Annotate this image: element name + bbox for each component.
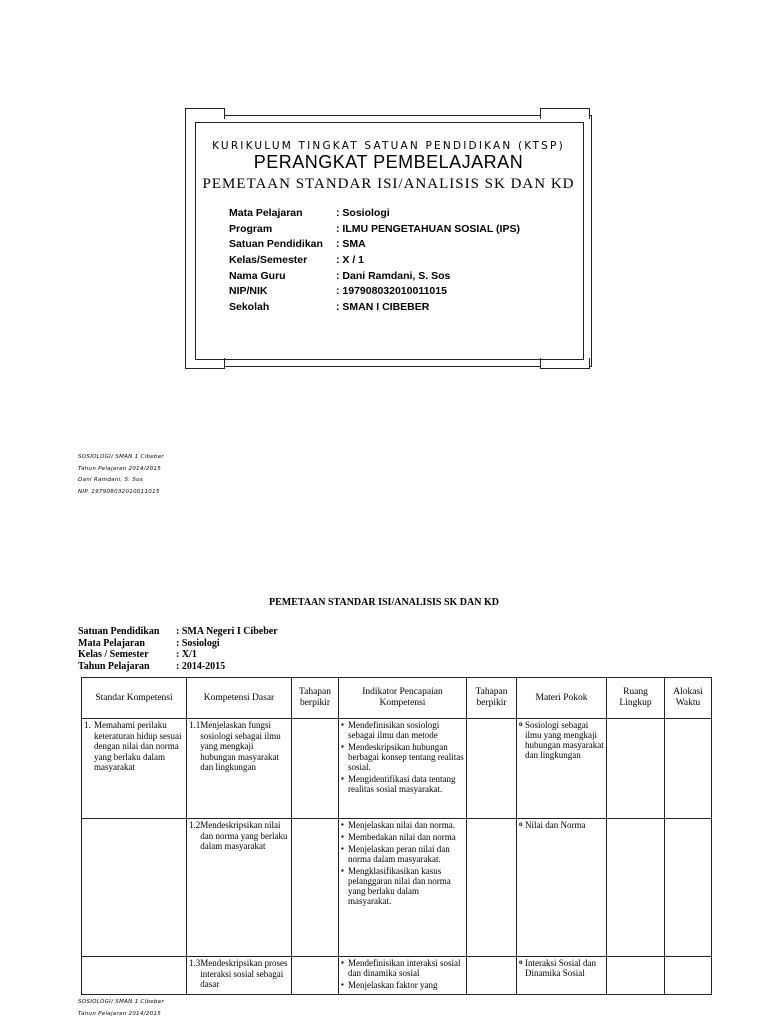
- column-header: Materi Pokok: [517, 678, 607, 719]
- competency-table: [81, 677, 712, 995]
- cover-heading: PEMETAAN STANDAR ISI/ANALISIS SK DAN KD: [202, 176, 575, 192]
- meta-row: [78, 661, 278, 673]
- empty-cell: [607, 819, 665, 957]
- info-label: Mata Pelajaran: [229, 207, 303, 219]
- indicator-item: ▪ Mendefinisikan interaksi sosial dan dinamika sosial: [341, 958, 464, 978]
- materi-item: o Sosiologi sebagai ilmu yang mengkaji hubungan masyarakat dan lingkungan: [519, 720, 604, 760]
- info-row: [229, 222, 520, 238]
- table-header-row: [82, 678, 712, 719]
- indicator-cell: [339, 957, 467, 995]
- meta-label: Mata Pelajaran: [78, 637, 145, 649]
- indicator-item: ▪ Membedakan nilai dan norma: [341, 832, 464, 842]
- empty-cell: [292, 819, 339, 957]
- table-row: [82, 819, 712, 957]
- info-value: : ILMU PENGETAHUAN SOSIAL (IPS): [336, 222, 520, 235]
- info-value: : Sosiologi: [336, 207, 390, 219]
- meta-row: [78, 626, 278, 638]
- empty-cell: [467, 819, 517, 957]
- table-row: [82, 719, 712, 819]
- indicator-cell: [339, 819, 467, 957]
- meta-value: : Sosiologi: [176, 637, 220, 649]
- sk-cell: [82, 819, 187, 957]
- info-label: Sekolah: [229, 301, 270, 314]
- column-header: Ruang Lingkup: [607, 678, 665, 719]
- sk-text: Memahami perilaku keteraturan hidup sesuai dengan nilai dan norma yang berlaku dalam masyarakat: [94, 720, 182, 772]
- kd-text: Menjelaskan fungsi sosiologi sebagai ilmu yang mengkaji hubungan masyarakat dan lingkungan: [200, 720, 281, 772]
- note-line: SOSIOLOGI/ SMAN 1 Cibeber: [78, 999, 164, 1005]
- footer-note: [78, 997, 164, 1020]
- note-line: SOSIOLOGI/ SMAN 1 Cibeber: [78, 454, 164, 460]
- meta-value: : SMA Negeri I Cibeber: [176, 626, 278, 637]
- info-value: : SMAN I CIBEBER: [336, 301, 430, 314]
- indicator-item: ▪ Mengklasifikasikan kasus pelanggaran nilai dan norma yang berlaku dalam masyarakat.: [341, 866, 464, 906]
- empty-cell: [467, 719, 517, 819]
- info-row: [229, 300, 520, 316]
- kd-text: Mendeskripsikan nilai dan norma yang berlaku dalam masyarakat: [200, 820, 288, 851]
- indicator-cell: [339, 719, 467, 819]
- materi-item: o Nilai dan Norma: [519, 820, 604, 830]
- info-row: [229, 253, 520, 269]
- kd-cell: [187, 719, 292, 819]
- info-row: [229, 206, 520, 222]
- column-header: Tahapan berpikir: [292, 678, 339, 719]
- meta-row: [78, 638, 278, 650]
- cover-frame-corner: [185, 108, 225, 119]
- info-label: Program: [229, 222, 273, 235]
- column-header: Indikator Pencapaian Kompetensi: [339, 678, 467, 719]
- empty-cell: [665, 719, 712, 819]
- materi-cell: [517, 719, 607, 819]
- cover-info: [229, 206, 520, 316]
- indicator-item: ▪ Mengidentifikasi data tentang realitas sosial masyarakat.: [341, 774, 464, 794]
- empty-cell: [607, 957, 665, 995]
- empty-cell: [292, 719, 339, 819]
- materi-cell: [517, 819, 607, 957]
- indicator-item: ▪ Menjelaskan peran nilai dan norma dalam masyarakat.: [341, 844, 464, 864]
- header-note: [78, 452, 164, 498]
- meta-label: Satuan Pendidikan: [78, 626, 160, 637]
- info-row: [229, 269, 520, 285]
- meta-row: [78, 649, 278, 661]
- kd-number: 1.1: [189, 720, 201, 730]
- info-label: NIP/NIK: [229, 285, 268, 298]
- document-title: PEMETAAN STANDAR ISI/ANALISIS SK DAN KD: [269, 597, 499, 608]
- info-value: : SMA: [336, 238, 366, 251]
- info-label: Satuan Pendidikan: [229, 238, 323, 251]
- empty-cell: [665, 819, 712, 957]
- info-row: [229, 284, 520, 300]
- info-value: : X / 1: [336, 254, 365, 267]
- document-meta: [78, 626, 278, 672]
- kd-number: 1.3: [189, 958, 201, 968]
- meta-value: : X/1: [176, 649, 197, 660]
- column-header: Tahapan berpikir: [467, 678, 517, 719]
- empty-cell: [467, 957, 517, 995]
- note-line: Tahun Pelajaran 2014/2015: [78, 1010, 162, 1017]
- sk-cell: [82, 719, 187, 819]
- curriculum-label: KURIKULUM TINGKAT SATUAN PENDIDIKAN (KTSP): [212, 140, 565, 152]
- indicator-item: ▪ Mendefinisikan sosiologi sebagai ilmu dan metode: [341, 720, 464, 740]
- sk-number: 1.: [84, 720, 91, 730]
- info-value: : 197908032010011015: [336, 285, 447, 298]
- indicator-item: ▪ Mendeskripsikan hubungan berbagai konsep tentang realitas sosial.: [341, 742, 464, 772]
- meta-label: Tahun Pelajaran: [78, 660, 150, 672]
- info-row: [229, 237, 520, 253]
- info-value: : Dani Ramdani, S. Sos: [336, 269, 451, 282]
- table-row: [82, 957, 712, 995]
- cover-title: PERANGKAT PEMBELAJARAN: [253, 152, 524, 172]
- cover-frame-corner: [540, 108, 590, 119]
- column-header: Standar Kompetensi: [82, 678, 187, 719]
- empty-cell: [292, 957, 339, 995]
- column-header: Alokasi Waktu: [665, 678, 712, 719]
- column-header: Kompetensi Dasar: [187, 678, 292, 719]
- meta-value: : 2014-2015: [176, 660, 226, 672]
- kd-cell: [187, 819, 292, 957]
- materi-cell: [517, 957, 607, 995]
- kd-number: 1.2: [189, 820, 201, 830]
- indicator-item: ▪ Menjelaskan faktor yang: [341, 980, 464, 990]
- empty-cell: [607, 719, 665, 819]
- indicator-item: ▪ Menjelaskan nilai dan norma.: [341, 820, 464, 830]
- note-line: Tahun Pelajaran 2014/2015: [78, 465, 162, 472]
- info-label: Kelas/Semester: [229, 254, 308, 267]
- materi-item: o Interaksi Sosial dan Dinamika Sosial: [519, 958, 604, 978]
- empty-cell: [665, 957, 712, 995]
- meta-label: Kelas / Semester: [78, 649, 149, 660]
- info-label: Nama Guru: [229, 269, 286, 282]
- sk-cell: [82, 957, 187, 995]
- kd-cell: [187, 957, 292, 995]
- kd-text: Mendeskripsikan proses interaksi sosial sebagai dasar: [200, 958, 288, 989]
- note-line: NIP. 197908032010011015: [78, 488, 160, 495]
- note-line: Dani Ramdani, S. Sos: [78, 477, 143, 483]
